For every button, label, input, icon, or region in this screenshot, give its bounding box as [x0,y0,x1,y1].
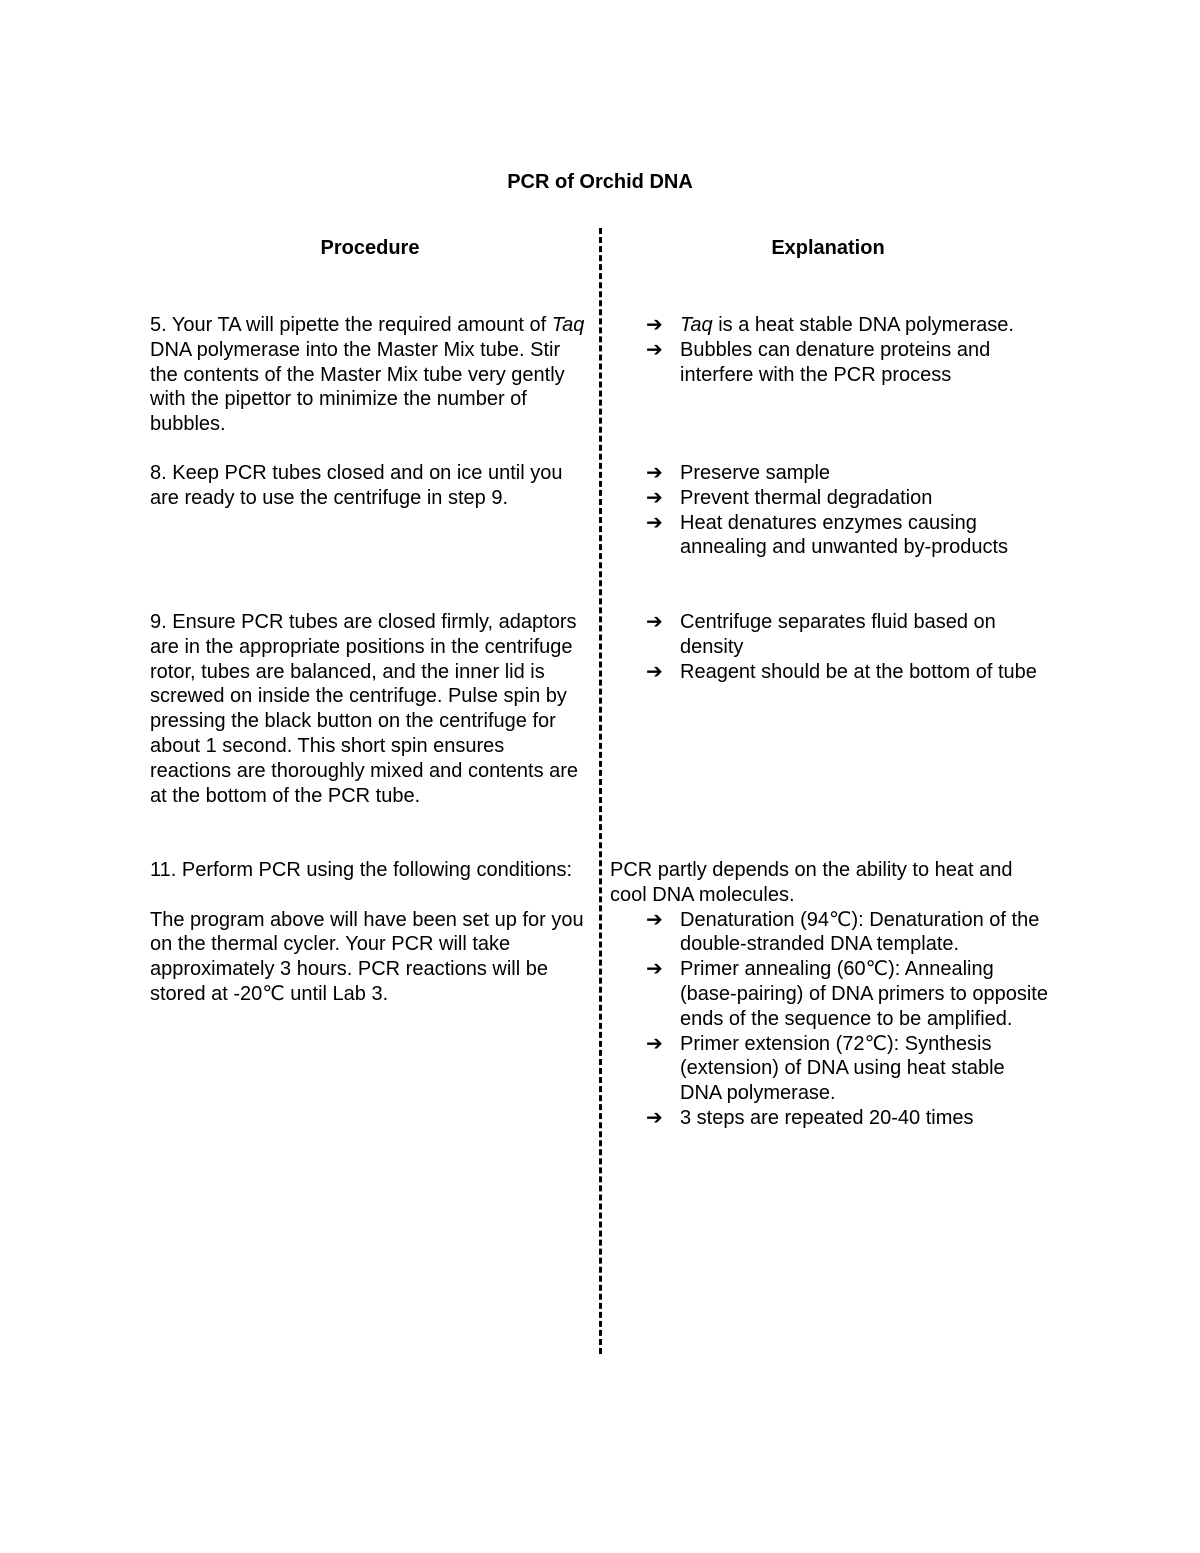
procedure-step-text: 9. Ensure PCR tubes are closed firmly, adaptors are in the appropriate positions in the centrifuge rotor, tubes are balanced, and the inner lid is screwed on inside the centrifuge. Pulse spin by pressing the black button on the centrifuge for about 1 second. This short spin ensures reactions are thoroughly mixed and contents are at the bottom of the PCR tube. [150,611,579,807]
procedure-step-5 [150,313,590,437]
list-item: ➔ Taq is a heat stable DNA polymerase. [646,314,1014,336]
arrow-icon: ➔ [646,486,663,509]
arrow-icon: ➔ [646,611,663,633]
arrow-icon: ➔ [646,511,663,534]
procedure-step-8 [150,461,590,511]
arrow-icon: ➔ [646,908,663,931]
procedure-heading: Procedure [320,237,420,259]
procedure-step-text: 11. Perform PCR using the following conditions: [150,859,573,881]
explanation-list [610,461,1050,560]
list-item: ➔ Reagent should be at the bottom of tube [646,660,1037,683]
page-title: PCR of Orchid DNA [507,171,693,193]
list-item: ➔ Centrifuge separates fluid based on density [646,611,996,658]
explanation-list [610,610,1050,684]
list-item: ➔ Primer annealing (60℃): Annealing (base-pairing) of DNA primers to opposite ends of the sequence to be amplified. [646,958,1048,1030]
arrow-icon: ➔ [646,462,663,484]
paragraph-gap [150,883,590,908]
explanation-heading: Explanation [771,237,885,259]
list-item: ➔ Primer extension (72℃): Synthesis (extension) of DNA using heat stable DNA polymerase. [646,1032,1005,1105]
arrow-icon: ➔ [646,1032,663,1055]
explanation-step-5 [610,313,1050,387]
explanation-list [610,908,1050,1131]
explanation-step-9 [610,610,1050,684]
explanation-list [610,313,1050,387]
procedure-step-11 [150,858,590,1007]
list-item: ➔ Prevent thermal degradation [646,486,933,509]
procedure-step-note: The program above will have been set up for you on the thermal cycler. Your PCR will take approximately 3 hours. PCR reactions will be stored at -20℃ until Lab 3. [150,908,584,1005]
list-item: ➔ Preserve sample [646,462,831,484]
arrow-icon: ➔ [646,958,663,981]
procedure-step-9 [150,610,590,808]
list-item: ➔ Denaturation (94℃): Denaturation of the double-stranded DNA template. [646,908,1040,956]
arrow-icon: ➔ [646,660,663,683]
explanation-step-11 [610,858,1050,1131]
arrow-icon: ➔ [646,314,663,336]
column-divider [599,228,602,1354]
arrow-icon: ➔ [646,338,663,361]
explanation-step-8 [610,461,1050,560]
procedure-step-text: 8. Keep PCR tubes closed and on ice until you are ready to use the centrifuge in step 9. [150,462,563,509]
procedure-step-text: 5. Your TA will pipette the required amount of Taq DNA polymerase into the Master Mix tube. Stir the contents of the Master Mix tube very gently with the pipettor to minimize the number of bubbles. [150,314,585,436]
list-item: ➔ Heat denatures enzymes causing annealing and unwanted by-products [646,511,1009,559]
list-item: ➔ 3 steps are repeated 20-40 times [646,1106,974,1129]
list-item: ➔ Bubbles can denature proteins and interfere with the PCR process [646,338,991,386]
arrow-icon: ➔ [646,1106,663,1129]
explanation-intro: PCR partly depends on the ability to heat and cool DNA molecules. [610,859,1013,906]
